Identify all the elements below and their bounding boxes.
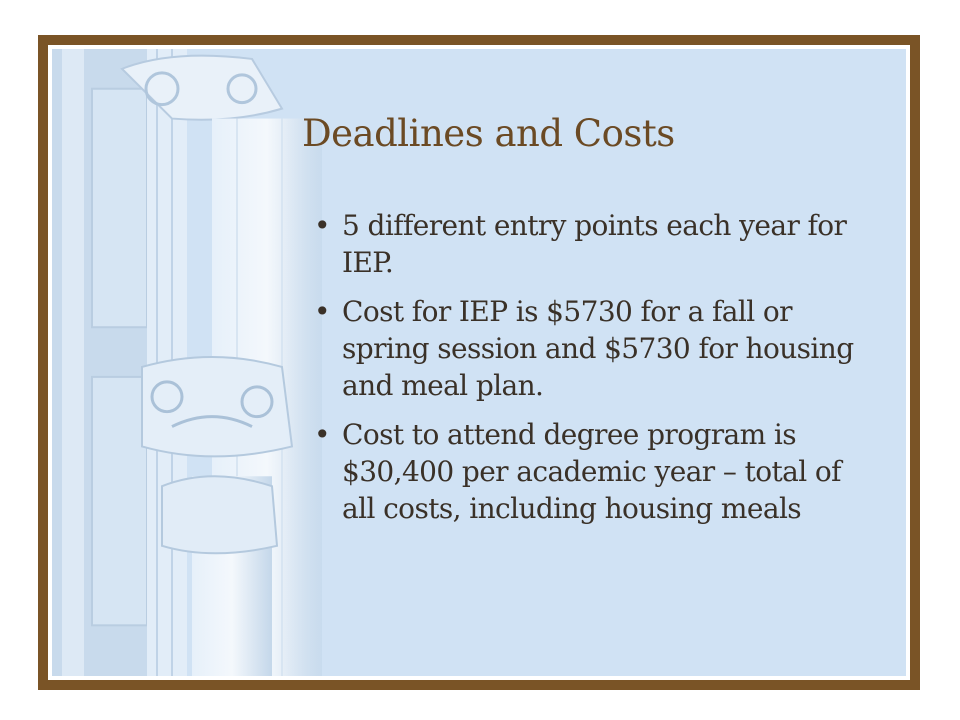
bullet-item — [314, 293, 874, 404]
slide-inner-border — [48, 45, 910, 680]
bullet-dot-icon: • — [314, 418, 330, 451]
bullet-list — [314, 207, 874, 539]
bullet-text: Cost for IEP is $5730 for a fall or spring session and $5730 for housing and meal plan. — [342, 295, 854, 402]
bullet-dot-icon: • — [314, 209, 330, 242]
bullet-item — [314, 207, 874, 281]
bullet-item — [314, 416, 874, 527]
slide-canvas — [52, 49, 906, 676]
bullet-text: 5 different entry points each year for IEP. — [342, 209, 847, 279]
slide-title: Deadlines and Costs — [302, 112, 675, 155]
slide-content — [52, 49, 906, 676]
bullet-dot-icon: • — [314, 295, 330, 328]
bullet-text: Cost to attend degree program is $30,400 per academic year – total of all costs, including housing meals — [342, 418, 841, 525]
slide-frame — [38, 35, 920, 690]
